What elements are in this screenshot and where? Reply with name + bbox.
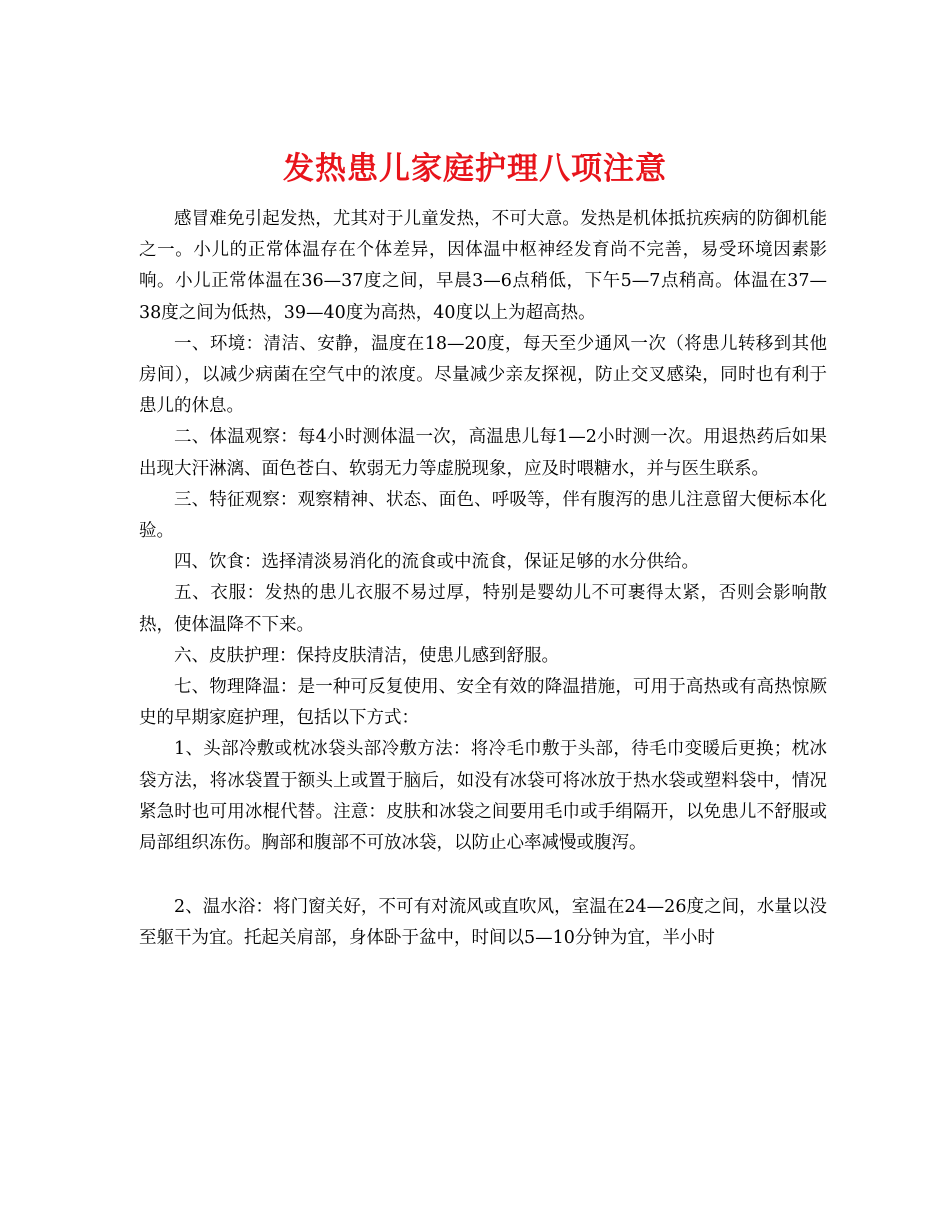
paragraph-temperature-observation: 二、体温观察：每4小时测体温一次，高温患儿每1—2小时测一次。用退热药后如果出现大汗淋漓、面色苍白、软弱无力等虚脱现象，应及时喂糖水，并与医生联系。 — [139, 427, 827, 479]
paragraph-symptom-observation: 三、特征观察：观察精神、状态、面色、呼吸等，伴有腹泻的患儿注意留大便标本化验。 — [139, 489, 827, 542]
paragraph-diet: 四、饮食：选择清淡易消化的流食或中流食，保证足够的水分供给。 — [174, 552, 699, 573]
document-body — [139, 204, 827, 955]
paragraph-gap — [139, 859, 827, 892]
paragraph-intro: 感冒难免引起发热，尤其对于儿童发热，不可大意。发热是机体抵抗疾病的防御机能之一。小儿的正常体温存在个体差异，因体温中枢神经发育尚不完善，易受环境因素影响。小儿正常体温在36—37度之间，早晨3—6点稍低，下午5—7点稍高。体温在37—38度之间为低热，39—40度为高热，40度以上为超高热。 — [139, 209, 827, 323]
paragraph-cold-compress: 1、头部冷敷或枕冰袋头部冷敷方法：将冷毛巾敷于头部，待毛巾变暖后更换；枕冰袋方法，将冰袋置于额头上或置于脑后，如没有冰袋可将冰放于热水袋或塑料袋中，情况紧急时也可用冰棍代替。注意：皮肤和冰袋之间要用毛巾或手绢隔开，以免患儿不舒服或局部组织冻伤。胸部和腹部不可放冰袋，以防止心率减慢或腹泻。 — [139, 739, 827, 854]
paragraph-clothing: 五、衣服：发热的患儿衣服不易过厚，特别是婴幼儿不可裹得太紧，否则会影响散热，使体温降不下来。 — [139, 583, 827, 635]
paragraph-warm-bath: 2、温水浴：将门窗关好，不可有对流风或直吹风，室温在24—26度之间，水量以没至躯干为宜。托起关肩部，身体卧于盆中，时间以5—10分钟为宜，半小时 — [139, 897, 827, 949]
paragraph-skin-care: 六、皮肤护理：保持皮肤清洁，使患儿感到舒服。 — [174, 645, 559, 666]
paragraph-environment: 一、环境：清洁、安静，温度在18—20度，每天至少通风一次（将患儿转移到其他房间），以减少病菌在空气中的浓度。尽量减少亲友探视，防止交叉感染，同时也有利于患儿的休息。 — [139, 333, 827, 417]
document-title: 发热患儿家庭护理八项注意 — [283, 150, 667, 187]
paragraph-physical-cooling: 七、物理降温：是一种可反复使用、安全有效的降温措施，可用于高热或有高热惊厥史的早期家庭护理，包括以下方式： — [139, 677, 827, 729]
